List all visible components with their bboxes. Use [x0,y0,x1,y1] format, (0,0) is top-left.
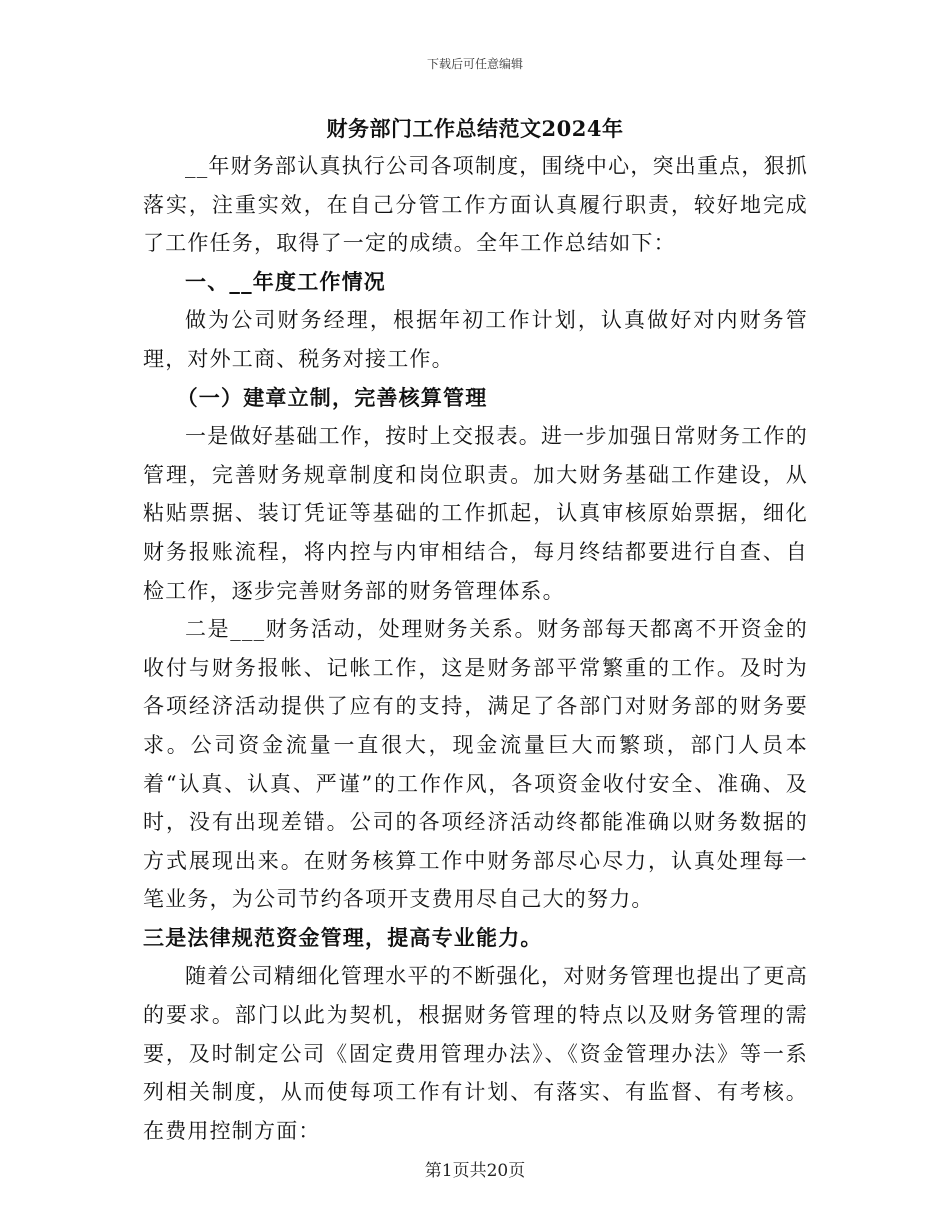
paragraph: 一是做好基础工作，按时上交报表。进一步加强日常财务工作的管理，完善财务规章制度和岗位职责。加大财务基础工作建设，从粘贴票据、装订凭证等基础的工作抓起，认真审核原始票据，细化财务报账流程，将内控与内审相结合，每月终结都要进行自查、自检工作，逐步完善财务部的财务管理体系。 [143,424,808,603]
paragraph: 做为公司财务经理，根据年初工作计划，认真做好对内财务管理，对外工商、税务对接工作。 [143,308,808,371]
paragraph: 二是___财务活动，处理财务关系。财务部每天都离不开资金的收付与财务报帐、记帐工作，这是财务部平常繁重的工作。及时为各项经济活动提供了应有的支持，满足了各部门对财务部的财务要求。公司资金流量一直很大，现金流量巨大而繁琐，部门人员本着“认真、认真、严谨”的工作作风，各项资金收付安全、准确、及时，没有出现差错。公司的各项经济活动终都能准确以财务数据的方式展现出来。在财务核算工作中财务部尽心尽力，认真处理每一笔业务，为公司节约各项开支费用尽自己大的努力。 [143,617,808,912]
paragraph: __年财务部认真执行公司各项制度，围绕中心，突出重点，狠抓落实，注重实效，在自己分管工作方面认真履行职责，较好地完成了工作任务，取得了一定的成绩。全年工作总结如下： [143,154,808,256]
page-header-note: 下载后可任意编辑 [426,57,523,71]
paragraph: 随着公司精细化管理水平的不断强化，对财务管理也提出了更高的要求。部门以此为契机，根据财务管理的特点以及财务管理的需要，及时制定公司《固定费用管理办法》、《资金管理办法》等一系列相关制度，从而使每项工作有计划、有落实、有监督、有考核。在费用控制方面： [143,964,808,1143]
document-title: 财务部门工作总结范文2024年 [326,116,624,141]
subsection-heading: 三是法律规范资金管理，提高专业能力。 [143,924,543,950]
section-heading: 一、__年度工作情况 [185,268,386,294]
document-body [143,147,808,1150]
page-number: 第1页共20页 [424,1161,526,1181]
subsection-heading: （一）建章立制，完善核算管理 [176,384,488,410]
